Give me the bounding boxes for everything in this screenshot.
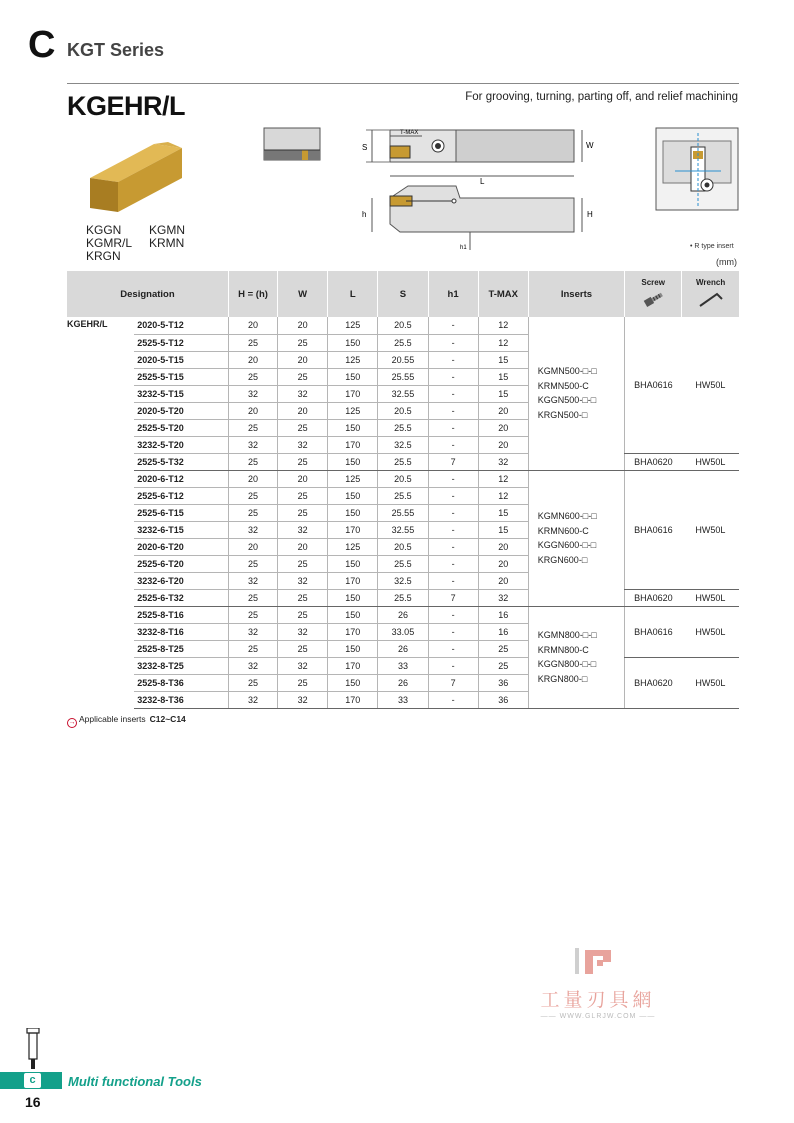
s-cell: 26 <box>378 640 428 657</box>
w-cell: 25 <box>278 589 328 606</box>
w-cell: 32 <box>278 385 328 402</box>
screw-cell: BHA0616 <box>625 470 682 589</box>
holder-end-view <box>262 126 322 162</box>
table-row <box>67 657 739 674</box>
w-cell: 32 <box>278 623 328 640</box>
l-cell: 150 <box>328 504 378 521</box>
designation-cell: 2020-5-T15 <box>134 351 228 368</box>
tmax-cell: 36 <box>478 674 528 691</box>
designation-cell: 2525-6-T15 <box>134 504 228 521</box>
dim-s-label: S <box>362 143 368 152</box>
header-inserts: Inserts <box>528 271 624 317</box>
s-cell: 26 <box>378 606 428 623</box>
h1-cell: - <box>428 351 478 368</box>
l-cell: 170 <box>328 691 378 708</box>
table-row <box>67 317 739 334</box>
wrench-cell: HW50L <box>682 589 739 606</box>
h-cell: 25 <box>228 674 277 691</box>
h-cell: 25 <box>228 368 277 385</box>
tmax-cell: 15 <box>478 351 528 368</box>
wrench-cell: HW50L <box>682 317 739 453</box>
table-row <box>67 589 739 606</box>
section-letter: C <box>28 24 56 66</box>
w-cell: 20 <box>278 470 328 487</box>
s-cell: 25.5 <box>378 487 428 504</box>
l-cell: 150 <box>328 589 378 606</box>
s-cell: 25.5 <box>378 419 428 436</box>
screw-cell: BHA0620 <box>625 589 682 606</box>
table-row <box>67 470 739 487</box>
model-title: KGEHR/L <box>67 91 185 121</box>
s-cell: 33 <box>378 691 428 708</box>
l-cell: 125 <box>328 538 378 555</box>
h1-cell: - <box>428 368 478 385</box>
insert-code: KRGN500-□ <box>537 409 588 420</box>
header-designation: Designation <box>67 271 228 317</box>
l-cell: 150 <box>328 487 378 504</box>
dim-tmax-label: T-MAX <box>400 130 419 136</box>
s-cell: 20.55 <box>378 351 428 368</box>
applicable-inserts-note <box>67 714 186 728</box>
wrench-cell: HW50L <box>682 453 739 470</box>
l-cell: 170 <box>328 385 378 402</box>
tmax-cell: 15 <box>478 521 528 538</box>
tmax-cell: 25 <box>478 657 528 674</box>
header-screw <box>625 271 682 317</box>
designation-cell: 3232-5-T15 <box>134 385 228 402</box>
l-cell: 170 <box>328 657 378 674</box>
tmax-cell: 15 <box>478 504 528 521</box>
tmax-cell: 25 <box>478 640 528 657</box>
h-cell: 25 <box>228 334 277 351</box>
applicable-inserts-range: C12~C14 <box>149 714 186 724</box>
h1-cell: - <box>428 419 478 436</box>
header-wrench <box>682 271 739 317</box>
designation-cell: 2020-5-T12 <box>134 317 228 334</box>
tmax-cell: 12 <box>478 470 528 487</box>
h1-cell: - <box>428 487 478 504</box>
page-number: 16 <box>25 1094 41 1110</box>
watermark-text: 工量刃具網 <box>540 989 656 1011</box>
insert-type: KRGN <box>86 249 121 263</box>
insert-type: KGMN <box>149 223 185 237</box>
header-h: H = (h) <box>228 271 277 317</box>
insert-code: KGMN600-□-□ <box>537 511 597 521</box>
s-cell: 32.55 <box>378 521 428 538</box>
w-cell: 25 <box>278 487 328 504</box>
l-cell: 150 <box>328 555 378 572</box>
designation-cell: 2020-5-T20 <box>134 402 228 419</box>
tmax-cell: 16 <box>478 606 528 623</box>
designation-cell: 2525-6-T32 <box>134 589 228 606</box>
h-cell: 32 <box>228 572 277 589</box>
s-cell: 32.5 <box>378 436 428 453</box>
h-cell: 25 <box>228 640 277 657</box>
insert-list-cell <box>528 606 624 708</box>
insert-image <box>84 138 188 218</box>
insert-code: KGGN600-□-□ <box>537 540 597 550</box>
tmax-cell: 20 <box>478 402 528 419</box>
insert-list-cell <box>528 317 624 470</box>
designation-cell: 3232-6-T15 <box>134 521 228 538</box>
screw-cell: BHA0616 <box>625 606 682 657</box>
w-cell: 32 <box>278 691 328 708</box>
dim-l-label: L <box>480 177 485 184</box>
tmax-cell: 32 <box>478 589 528 606</box>
insert-type: KGMR/L <box>86 236 133 250</box>
insert-code: KGMN800-□-□ <box>537 630 597 640</box>
h-cell: 25 <box>228 555 277 572</box>
header-h1: h1 <box>428 271 478 317</box>
designation-cell: 2525-6-T12 <box>134 487 228 504</box>
designation-cell: 3232-8-T16 <box>134 623 228 640</box>
l-cell: 170 <box>328 572 378 589</box>
s-cell: 25.55 <box>378 368 428 385</box>
l-cell: 170 <box>328 521 378 538</box>
h1-cell: - <box>428 555 478 572</box>
s-cell: 20.5 <box>378 317 428 334</box>
h1-cell: - <box>428 317 478 334</box>
insert-type: KRMN <box>149 236 185 250</box>
insert-code: KRGN600-□ <box>537 554 588 565</box>
section-tab-letter: c <box>24 1073 41 1088</box>
wrench-icon <box>697 290 725 308</box>
holder-top-view <box>360 124 606 184</box>
h1-cell: - <box>428 334 478 351</box>
h-cell: 20 <box>228 317 277 334</box>
s-cell: 32.5 <box>378 572 428 589</box>
l-cell: 150 <box>328 640 378 657</box>
wrench-cell: HW50L <box>682 470 739 589</box>
s-cell: 20.5 <box>378 402 428 419</box>
s-cell: 33 <box>378 657 428 674</box>
h-cell: 20 <box>228 351 277 368</box>
insert-code: KRMN500-C <box>537 380 589 391</box>
designation-cell: 3232-6-T20 <box>134 572 228 589</box>
designation-cell: 2525-6-T20 <box>134 555 228 572</box>
h-cell: 25 <box>228 419 277 436</box>
screw-cell: BHA0620 <box>625 453 682 470</box>
r-type-note: • R type insert <box>690 243 734 250</box>
h-cell: 25 <box>228 453 277 470</box>
l-cell: 150 <box>328 368 378 385</box>
dim-h1-label: h1 <box>460 245 467 251</box>
h1-cell: - <box>428 691 478 708</box>
designation-cell: 3232-8-T36 <box>134 691 228 708</box>
h1-cell: - <box>428 385 478 402</box>
header-w: W <box>278 271 328 317</box>
s-cell: 32.55 <box>378 385 428 402</box>
h1-cell: 7 <box>428 589 478 606</box>
insert-code: KGGN800-□-□ <box>537 659 597 669</box>
l-cell: 125 <box>328 351 378 368</box>
designation-cell: 3232-8-T25 <box>134 657 228 674</box>
screw-icon <box>640 290 666 308</box>
w-cell: 25 <box>278 453 328 470</box>
tmax-cell: 36 <box>478 691 528 708</box>
s-cell: 20.5 <box>378 470 428 487</box>
l-cell: 150 <box>328 334 378 351</box>
w-cell: 25 <box>278 504 328 521</box>
tmax-cell: 15 <box>478 368 528 385</box>
designation-cell: 3232-5-T20 <box>134 436 228 453</box>
l-cell: 170 <box>328 623 378 640</box>
insert-type: KGGN <box>86 223 122 237</box>
h1-cell: - <box>428 640 478 657</box>
tmax-cell: 20 <box>478 436 528 453</box>
w-cell: 25 <box>278 674 328 691</box>
w-cell: 25 <box>278 555 328 572</box>
h-cell: 32 <box>228 691 277 708</box>
s-cell: 25.5 <box>378 555 428 572</box>
l-cell: 125 <box>328 470 378 487</box>
h-cell: 20 <box>228 402 277 419</box>
tmax-cell: 32 <box>478 453 528 470</box>
wrench-cell: HW50L <box>682 657 739 708</box>
h-cell: 32 <box>228 385 277 402</box>
h1-cell: - <box>428 606 478 623</box>
header-divider <box>67 83 739 84</box>
h1-cell: 7 <box>428 453 478 470</box>
tool-holder-icon <box>26 1028 40 1070</box>
w-cell: 25 <box>278 334 328 351</box>
insert-code: KGGN500-□-□ <box>537 395 597 406</box>
wrench-label: Wrench <box>696 278 726 287</box>
w-cell: 20 <box>278 317 328 334</box>
w-cell: 20 <box>278 538 328 555</box>
applicable-inserts-label: Applicable inserts <box>79 714 146 724</box>
h1-cell: - <box>428 504 478 521</box>
series-title: KGT Series <box>67 40 165 60</box>
h-cell: 32 <box>228 657 277 674</box>
designation-cell: 2525-5-T12 <box>134 334 228 351</box>
tmax-cell: 16 <box>478 623 528 640</box>
h1-cell: - <box>428 623 478 640</box>
h-cell: 25 <box>228 504 277 521</box>
purpose-text: For grooving, turning, parting off, and relief machining <box>465 91 738 103</box>
w-cell: 25 <box>278 419 328 436</box>
w-cell: 32 <box>278 657 328 674</box>
h1-cell: - <box>428 521 478 538</box>
insert-list-cell <box>528 470 624 606</box>
h1-cell: 7 <box>428 674 478 691</box>
tmax-cell: 20 <box>478 538 528 555</box>
l-cell: 150 <box>328 606 378 623</box>
screw-label: Screw <box>641 278 665 287</box>
insert-detail-view <box>655 127 739 211</box>
watermark-url: —— WWW.GLRJW.COM —— <box>540 1013 656 1020</box>
tmax-cell: 20 <box>478 419 528 436</box>
table-row <box>67 606 739 623</box>
w-cell: 32 <box>278 521 328 538</box>
arrow-right-icon: → <box>68 719 76 726</box>
tmax-cell: 20 <box>478 555 528 572</box>
s-cell: 25.5 <box>378 453 428 470</box>
designation-cell: 2525-8-T36 <box>134 674 228 691</box>
s-cell: 25.5 <box>378 334 428 351</box>
h-cell: 20 <box>228 470 277 487</box>
header-l: L <box>328 271 378 317</box>
s-cell: 20.5 <box>378 538 428 555</box>
holder-side-view <box>360 184 606 254</box>
s-cell: 33.05 <box>378 623 428 640</box>
l-cell: 150 <box>328 419 378 436</box>
screw-cell: BHA0620 <box>625 657 682 708</box>
s-cell: 25.55 <box>378 504 428 521</box>
insert-type-list <box>86 224 212 263</box>
h-cell: 25 <box>228 606 277 623</box>
h-cell: 25 <box>228 487 277 504</box>
insert-code: KGMN500-□-□ <box>537 366 597 377</box>
s-cell: 25.5 <box>378 589 428 606</box>
l-cell: 125 <box>328 317 378 334</box>
section-name: Multi functional Tools <box>68 1074 202 1089</box>
l-cell: 150 <box>328 453 378 470</box>
unit-note: (mm) <box>716 257 737 267</box>
w-cell: 32 <box>278 572 328 589</box>
spec-table-body <box>67 317 739 708</box>
h1-cell: - <box>428 436 478 453</box>
header-tmax: T-MAX <box>478 271 528 317</box>
table-row <box>67 453 739 470</box>
h1-cell: - <box>428 402 478 419</box>
h-cell: 25 <box>228 589 277 606</box>
dim-H-label: H <box>587 210 593 219</box>
s-cell: 26 <box>378 674 428 691</box>
header-s: S <box>378 271 428 317</box>
h-cell: 32 <box>228 623 277 640</box>
tmax-cell: 12 <box>478 487 528 504</box>
w-cell: 25 <box>278 606 328 623</box>
l-cell: 150 <box>328 674 378 691</box>
l-cell: 170 <box>328 436 378 453</box>
designation-cell: 2020-6-T20 <box>134 538 228 555</box>
h-cell: 32 <box>228 436 277 453</box>
h-cell: 20 <box>228 538 277 555</box>
h-cell: 32 <box>228 521 277 538</box>
h1-cell: - <box>428 470 478 487</box>
designation-cell: 2525-5-T15 <box>134 368 228 385</box>
watermark-logo-icon <box>573 946 623 976</box>
tmax-cell: 12 <box>478 334 528 351</box>
h1-cell: - <box>428 572 478 589</box>
dim-w-label: W <box>586 141 594 150</box>
designation-cell: 2525-5-T20 <box>134 419 228 436</box>
w-cell: 20 <box>278 351 328 368</box>
designation-cell: 2525-8-T16 <box>134 606 228 623</box>
designation-cell: 2525-8-T25 <box>134 640 228 657</box>
designation-cell: 2020-6-T12 <box>134 470 228 487</box>
group-designation: KGEHR/L <box>67 319 108 329</box>
h1-cell: - <box>428 538 478 555</box>
w-cell: 25 <box>278 368 328 385</box>
insert-code: KRGN800-□ <box>537 673 588 684</box>
w-cell: 25 <box>278 640 328 657</box>
tmax-cell: 15 <box>478 385 528 402</box>
tmax-cell: 12 <box>478 317 528 334</box>
w-cell: 20 <box>278 402 328 419</box>
h1-cell: - <box>428 657 478 674</box>
insert-code: KRMN600-C <box>537 525 589 536</box>
insert-code: KRMN800-C <box>537 644 589 655</box>
watermark <box>528 946 668 1020</box>
w-cell: 32 <box>278 436 328 453</box>
tmax-cell: 20 <box>478 572 528 589</box>
l-cell: 125 <box>328 402 378 419</box>
wrench-cell: HW50L <box>682 606 739 657</box>
dim-h-label: h <box>362 210 367 219</box>
designation-cell: 2525-5-T32 <box>134 453 228 470</box>
screw-cell: BHA0616 <box>625 317 682 453</box>
spec-table <box>67 271 739 709</box>
